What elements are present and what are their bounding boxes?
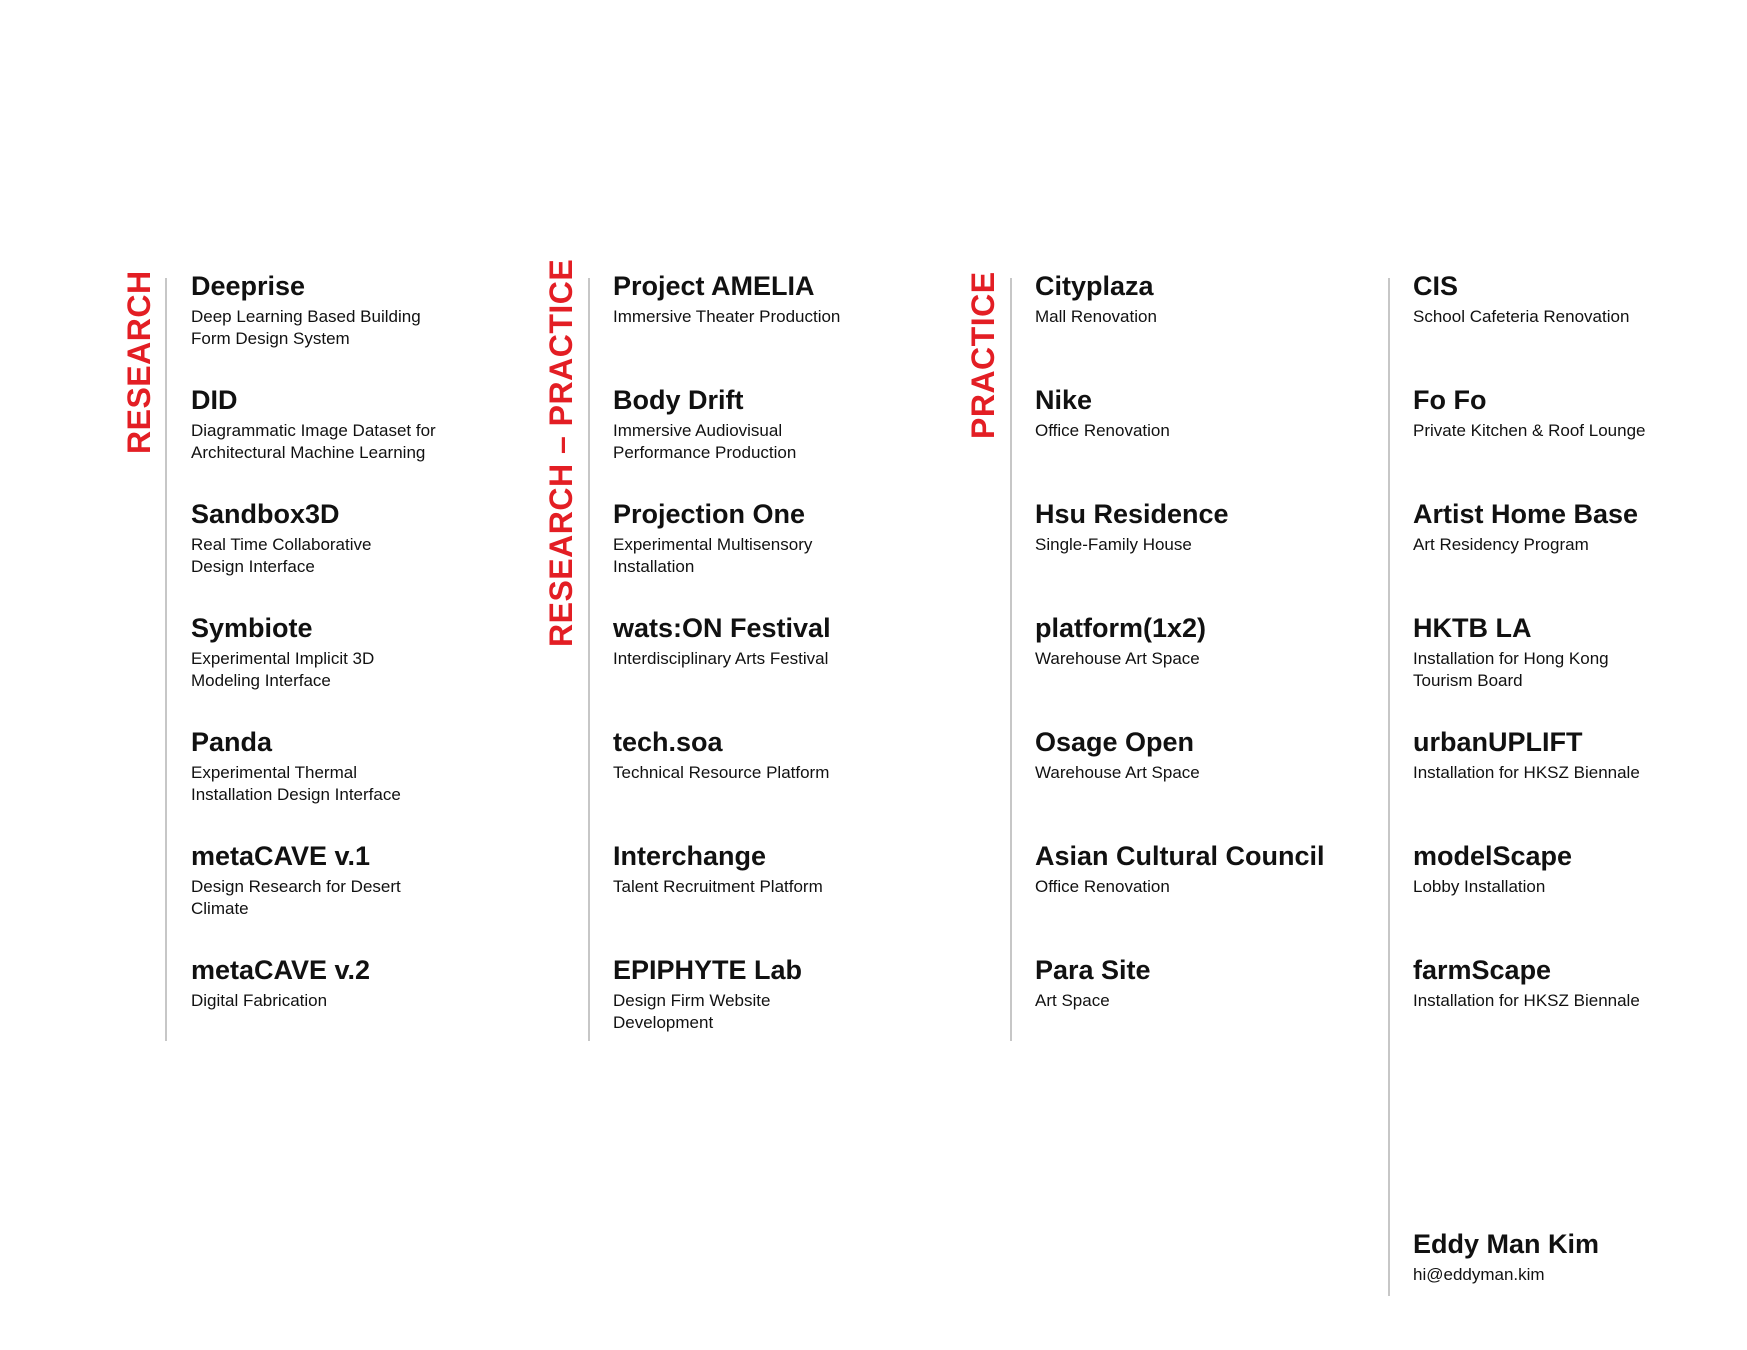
project-entry[interactable]: [613, 270, 973, 328]
project-description: Installation for HKSZ Biennale: [1413, 991, 1640, 1010]
project-title[interactable]: platform(1x2): [1035, 613, 1207, 643]
project-description: Warehouse Art Space: [1035, 763, 1200, 782]
project-description: Real Time Collaborative Design Interface: [191, 535, 372, 576]
project-entry[interactable]: [191, 726, 551, 806]
project-title[interactable]: DID: [191, 385, 238, 415]
project-entry[interactable]: [191, 840, 551, 920]
project-title[interactable]: metaCAVE v.1: [191, 841, 371, 871]
project-entry[interactable]: [1413, 726, 1747, 784]
project-description: Private Kitchen & Roof Lounge: [1413, 421, 1646, 440]
divider-line-research-practice: [588, 278, 590, 1041]
section-label-research-practice: RESEARCH – PRACTICE: [543, 258, 579, 647]
project-title[interactable]: CIS: [1413, 271, 1459, 301]
project-entry[interactable]: [1413, 384, 1747, 442]
project-title[interactable]: Fo Fo: [1413, 385, 1487, 415]
project-description: Talent Recruitment Platform: [613, 877, 823, 896]
project-title[interactable]: Nike: [1035, 385, 1093, 415]
divider-line-research: [165, 278, 167, 1041]
project-entry[interactable]: [191, 612, 551, 692]
project-entry[interactable]: [1035, 270, 1395, 328]
project-title[interactable]: Body Drift: [613, 385, 744, 415]
project-description: Installation for HKSZ Biennale: [1413, 763, 1640, 782]
project-title[interactable]: EPIPHYTE Lab: [613, 955, 803, 985]
project-entry[interactable]: [613, 840, 973, 898]
project-title[interactable]: Symbiote: [191, 613, 313, 643]
project-description: Mall Renovation: [1035, 307, 1157, 326]
project-entry[interactable]: [613, 726, 973, 784]
contact-block: [1413, 1228, 1599, 1286]
project-entry[interactable]: [191, 270, 551, 350]
section-label-practice: PRACTICE: [965, 271, 1001, 439]
project-description: Office Renovation: [1035, 421, 1170, 440]
project-description: Art Residency Program: [1413, 535, 1589, 554]
project-title[interactable]: Hsu Residence: [1035, 499, 1229, 529]
project-entry[interactable]: [191, 498, 551, 578]
project-entry[interactable]: [191, 954, 551, 1012]
project-description: Experimental Multisensory Installation: [613, 535, 813, 576]
project-entry[interactable]: [1413, 840, 1747, 898]
project-title[interactable]: Artist Home Base: [1413, 499, 1639, 529]
project-title[interactable]: farmScape: [1413, 955, 1552, 985]
project-title[interactable]: metaCAVE v.2: [191, 955, 371, 985]
project-title[interactable]: tech.soa: [613, 727, 723, 757]
project-title[interactable]: Interchange: [613, 841, 767, 871]
project-entry[interactable]: [613, 954, 973, 1034]
project-description: Deep Learning Based Building Form Design System: [191, 307, 421, 348]
project-description: Interdisciplinary Arts Festival: [613, 649, 829, 668]
project-entry[interactable]: [1035, 498, 1395, 556]
project-description: Office Renovation: [1035, 877, 1170, 896]
project-entry[interactable]: [1413, 270, 1747, 328]
project-title[interactable]: Panda: [191, 727, 273, 757]
project-description: Immersive Audiovisual Performance Production: [613, 421, 797, 462]
project-title[interactable]: wats:ON Festival: [613, 613, 831, 643]
section-label-research: RESEARCH: [121, 270, 157, 454]
project-title[interactable]: Project AMELIA: [613, 271, 815, 301]
project-entry[interactable]: [191, 384, 551, 464]
project-description: Warehouse Art Space: [1035, 649, 1200, 668]
project-description: Immersive Theater Production: [613, 307, 841, 326]
project-description: Diagrammatic Image Dataset for Architectural Machine Learning: [191, 421, 436, 462]
project-description: Design Research for Desert Climate: [191, 877, 401, 918]
project-description: Art Space: [1035, 991, 1110, 1010]
project-entry[interactable]: [1413, 954, 1747, 1012]
project-entry[interactable]: [613, 384, 973, 464]
project-description: Experimental Thermal Installation Design Interface: [191, 763, 401, 804]
project-entry[interactable]: [1035, 726, 1395, 784]
project-description: School Cafeteria Renovation: [1413, 307, 1630, 326]
divider-line-practice: [1010, 278, 1012, 1041]
project-entry[interactable]: [1035, 612, 1395, 670]
project-description: Lobby Installation: [1413, 877, 1546, 896]
project-title[interactable]: Deeprise: [191, 271, 306, 301]
project-entry[interactable]: [1035, 840, 1395, 898]
project-title[interactable]: Para Site: [1035, 955, 1151, 985]
project-title[interactable]: modelScape: [1413, 841, 1573, 871]
project-description: Digital Fabrication: [191, 991, 328, 1010]
project-entry[interactable]: [1035, 954, 1395, 1012]
project-description: Technical Resource Platform: [613, 763, 830, 782]
project-entry[interactable]: [1035, 384, 1395, 442]
project-description: Installation for Hong Kong Tourism Board: [1413, 649, 1609, 690]
project-title[interactable]: urbanUPLIFT: [1413, 727, 1583, 757]
project-title[interactable]: Osage Open: [1035, 727, 1195, 757]
project-title[interactable]: HKTB LA: [1413, 613, 1532, 643]
project-entry[interactable]: [1413, 612, 1747, 692]
project-title[interactable]: Projection One: [613, 499, 806, 529]
project-description: Single-Family House: [1035, 535, 1192, 554]
contact-name: Eddy Man Kim: [1413, 1229, 1600, 1259]
project-entry[interactable]: [613, 612, 973, 670]
project-description: Experimental Implicit 3D Modeling Interface: [191, 649, 375, 690]
project-title[interactable]: Asian Cultural Council: [1035, 841, 1325, 871]
project-description: Design Firm Website Development: [613, 991, 771, 1032]
project-title[interactable]: Sandbox3D: [191, 499, 340, 529]
project-entry[interactable]: [613, 498, 973, 578]
project-title[interactable]: Cityplaza: [1035, 271, 1154, 301]
contact-email-link[interactable]: hi@eddyman.kim: [1413, 1265, 1545, 1284]
project-entry[interactable]: [1413, 498, 1747, 556]
